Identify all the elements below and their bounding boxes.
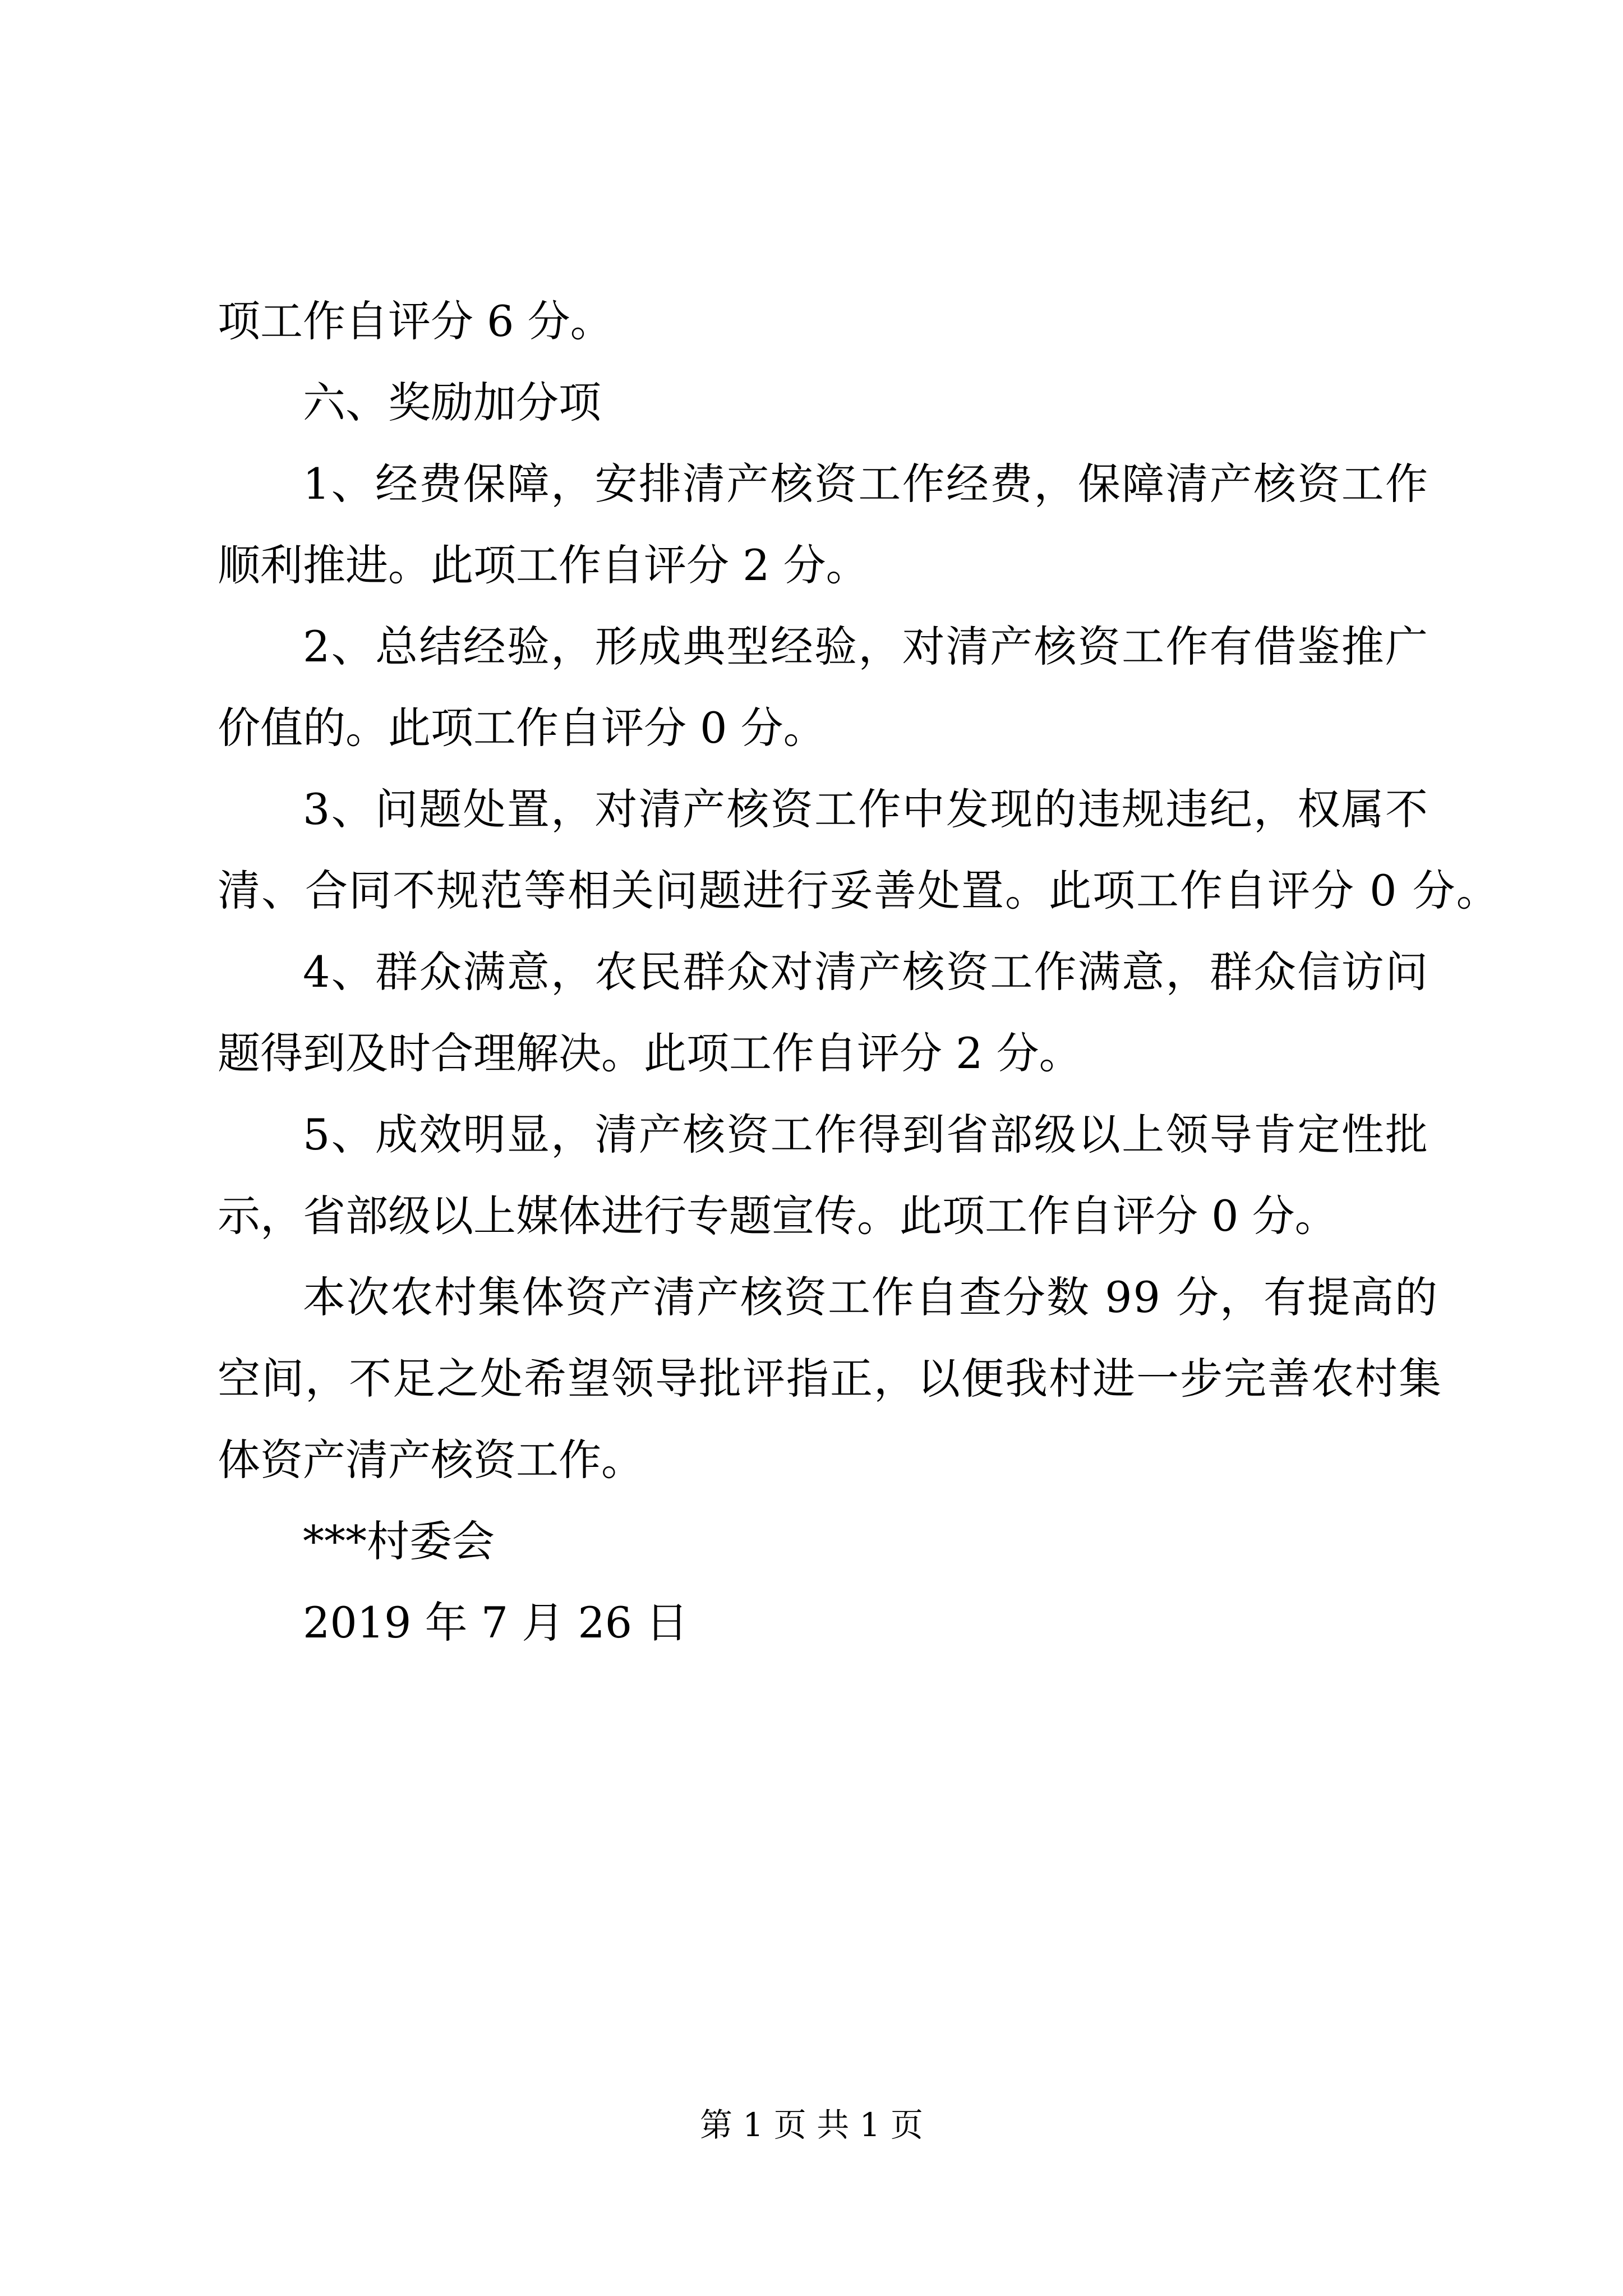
paragraph-line: 5、成效明显，清产核资工作得到省部级以上领导肯定性批	[303, 1110, 1429, 1159]
paragraph-line: 1、经费保障，安排清产核资工作经费，保障清产核资工作	[303, 459, 1429, 509]
signature-date: 2019 年 7 月 26 日	[303, 1598, 689, 1648]
signature-org: ***村委会	[303, 1516, 495, 1566]
paragraph-line: 3、问题处置，对清产核资工作中发现的违规违纪，权属不	[303, 784, 1429, 834]
paragraph-line: 4、群众满意，农民群众对清产核资工作满意，群众信访问	[303, 947, 1429, 997]
paragraph-line: 本次农村集体资产清产核资工作自查分数 99 分，有提高的	[303, 1272, 1439, 1322]
paragraph-line: 空间，不足之处希望领导批评指正，以便我村进一步完善农村集	[218, 1354, 1442, 1404]
paragraph-line: 示，省部级以上媒体进行专题宣传。此项工作自评分 0 分。	[218, 1191, 1338, 1241]
section-heading: 六、奖励加分项	[303, 378, 601, 427]
paragraph-line: 题得到及时合理解决。此项工作自评分 2 分。	[218, 1028, 1082, 1078]
paragraph-line: 顺利推进。此项工作自评分 2 分。	[218, 540, 869, 590]
paragraph-line: 体资产清产核资工作。	[218, 1435, 644, 1485]
paragraph-line: 价值的。此项工作自评分 0 分。	[218, 703, 826, 753]
paragraph-line: 2、总结经验，形成典型经验，对清产核资工作有借鉴推广	[303, 622, 1429, 671]
page-footer: 第 1 页 共 1 页	[700, 2106, 923, 2144]
paragraph-line: 清、合同不规范等相关问题进行妥善处置。此项工作自评分 0 分。	[218, 866, 1500, 915]
paragraph-line: 项工作自评分 6 分。	[218, 296, 613, 346]
document-body	[218, 280, 1500, 1663]
